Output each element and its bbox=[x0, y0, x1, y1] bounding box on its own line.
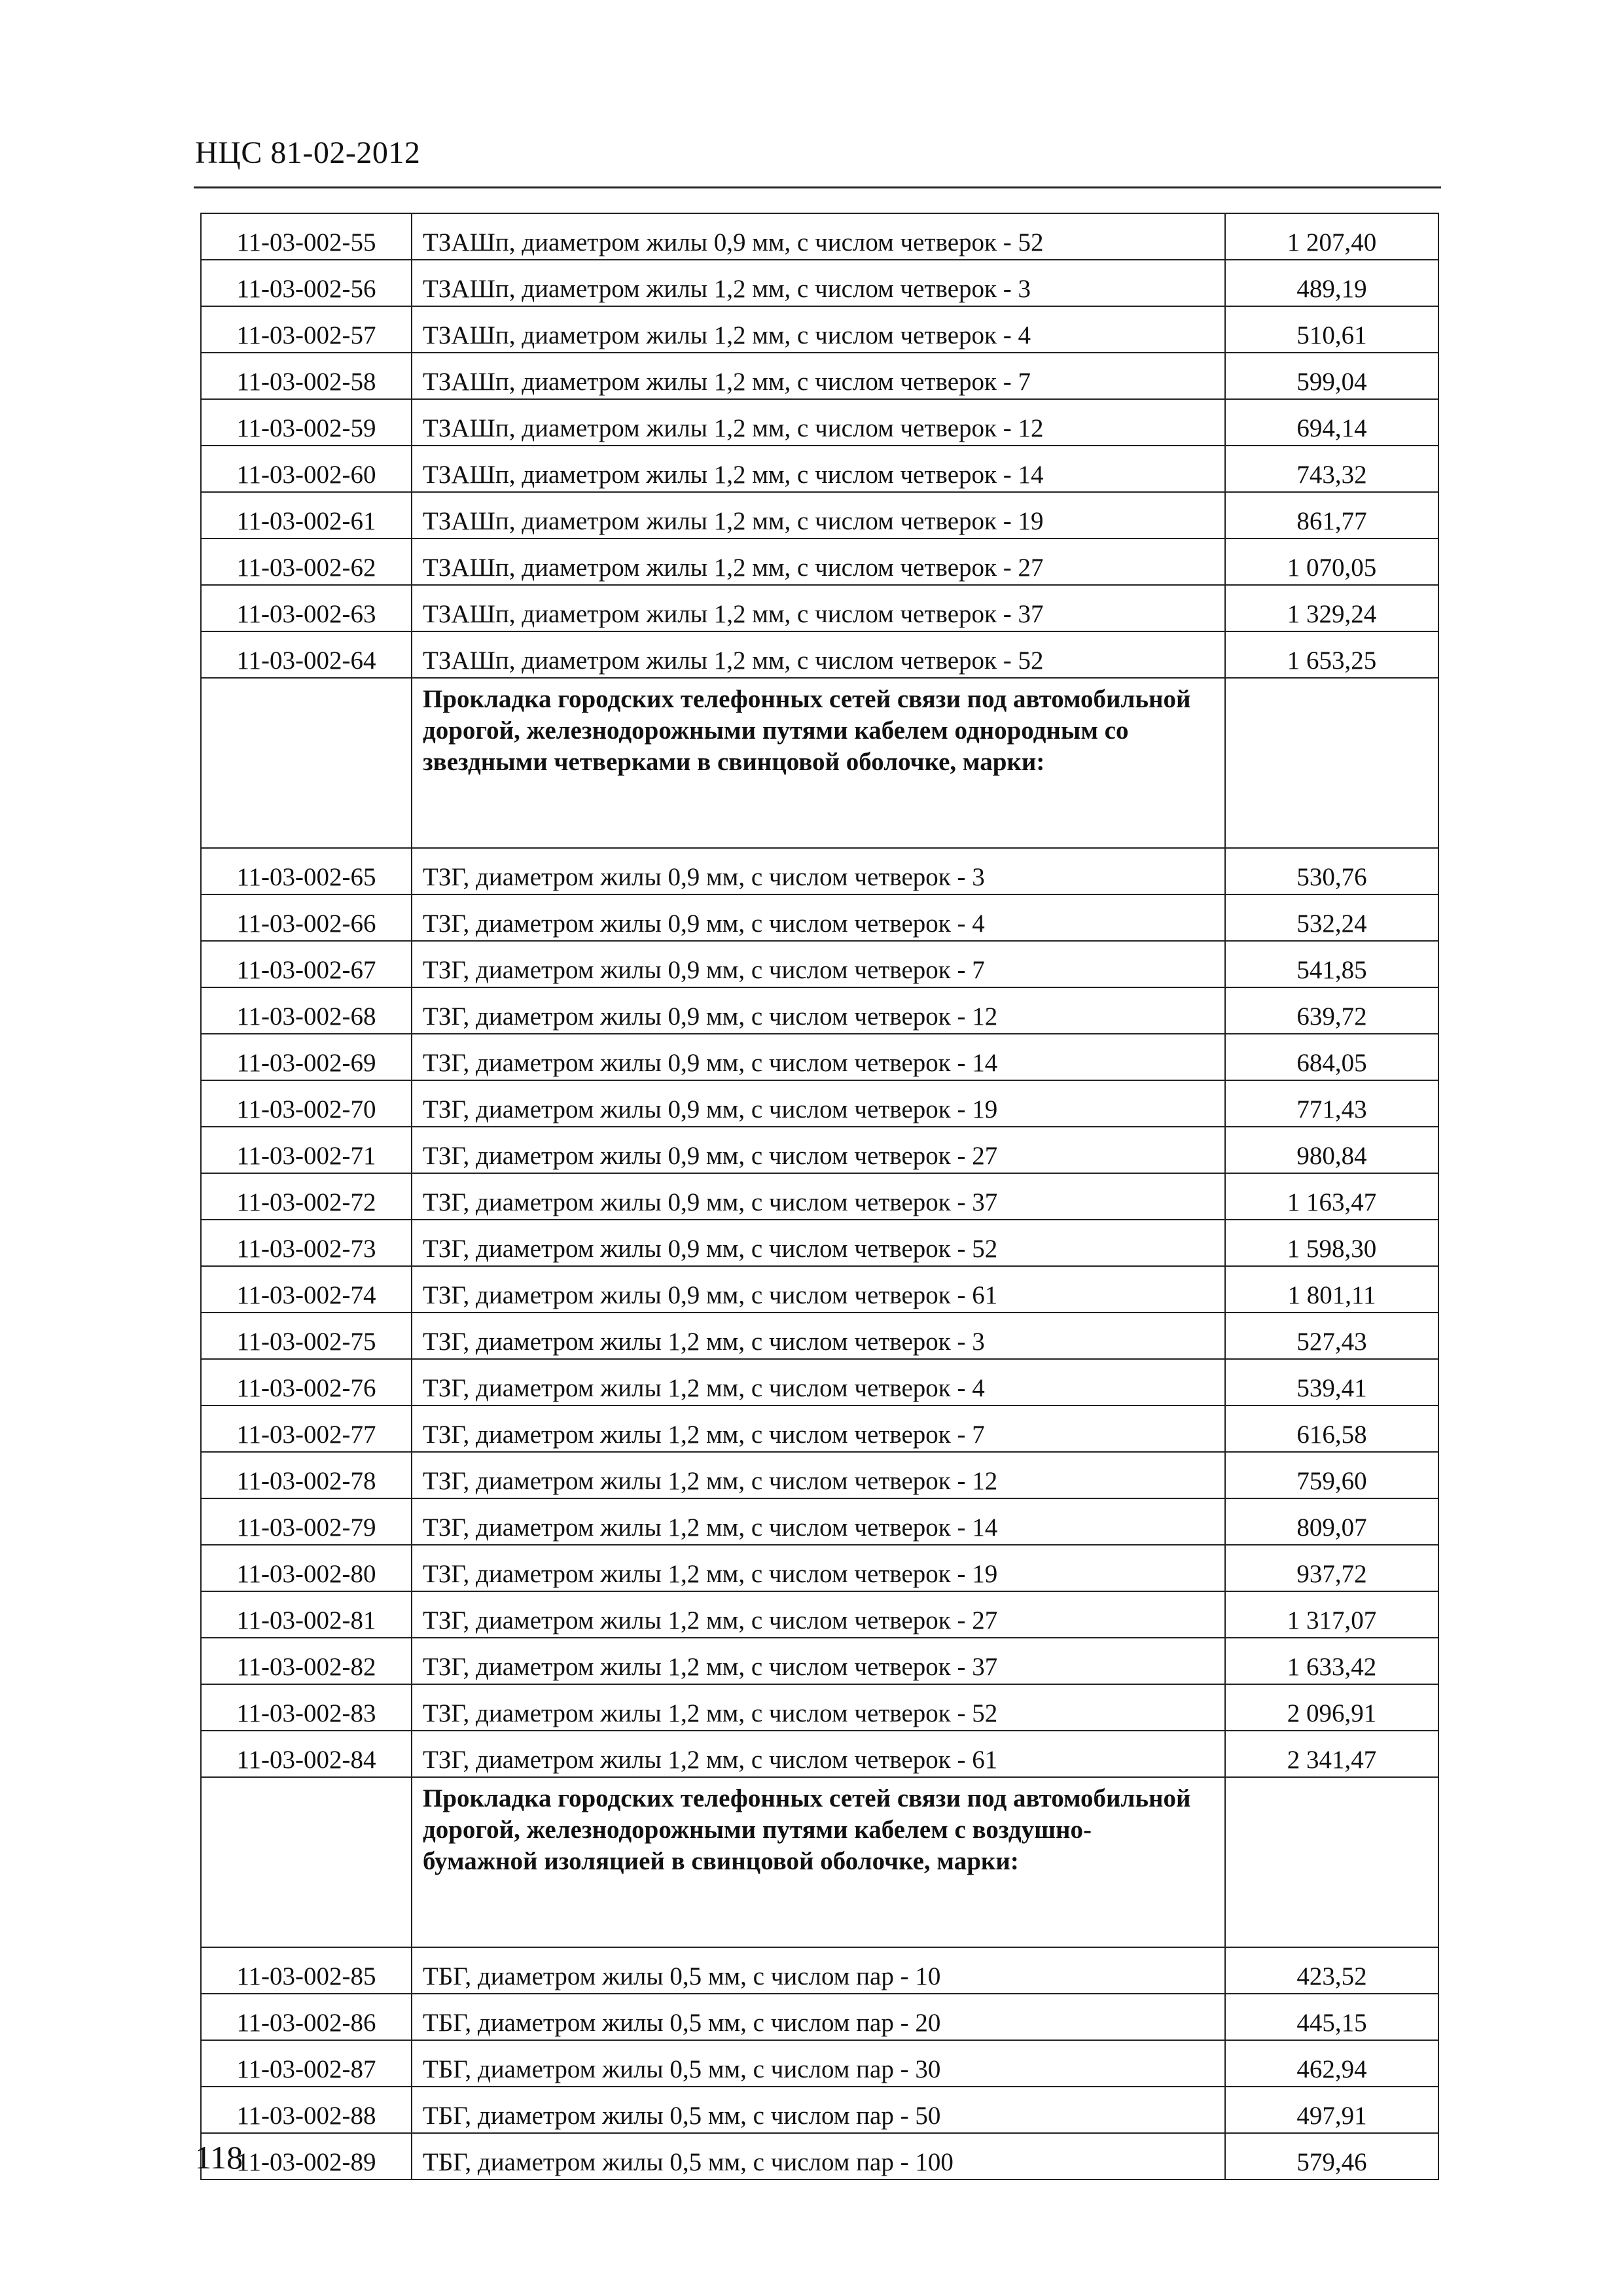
code-cell: 11-03-002-81 bbox=[201, 1591, 412, 1638]
code-cell: 11-03-002-77 bbox=[201, 1405, 412, 1452]
name-cell: ТЗГ, диаметром жилы 1,2 мм, с числом четверок - 27 bbox=[412, 1591, 1225, 1638]
name-cell: ТЗАШп, диаметром жилы 1,2 мм, с числом четверок - 37 bbox=[412, 585, 1225, 631]
price-cell: 1 163,47 bbox=[1225, 1173, 1438, 1220]
price-cell: 532,24 bbox=[1225, 894, 1438, 941]
name-cell: ТЗГ, диаметром жилы 1,2 мм, с числом четверок - 7 bbox=[412, 1405, 1225, 1452]
name-cell: ТЗАШп, диаметром жилы 1,2 мм, с числом четверок - 19 bbox=[412, 492, 1225, 539]
price-cell: 743,32 bbox=[1225, 446, 1438, 492]
section-price-cell bbox=[1225, 678, 1438, 848]
table-row bbox=[201, 1591, 1438, 1638]
table-row bbox=[201, 1034, 1438, 1080]
table-row bbox=[201, 306, 1438, 353]
code-cell: 11-03-002-80 bbox=[201, 1545, 412, 1591]
section-code-cell bbox=[201, 678, 412, 848]
table-row bbox=[201, 1080, 1438, 1127]
code-cell: 11-03-002-84 bbox=[201, 1731, 412, 1777]
price-cell: 579,46 bbox=[1225, 2133, 1438, 2180]
price-cell: 1 633,42 bbox=[1225, 1638, 1438, 1684]
table-row bbox=[201, 1405, 1438, 1452]
price-cell: 937,72 bbox=[1225, 1545, 1438, 1591]
table-row bbox=[201, 1498, 1438, 1545]
name-cell: ТЗАШп, диаметром жилы 0,9 мм, с числом четверок - 52 bbox=[412, 213, 1225, 260]
page-number: 118 bbox=[195, 2139, 243, 2176]
code-cell: 11-03-002-73 bbox=[201, 1220, 412, 1266]
table-row bbox=[201, 1947, 1438, 1994]
name-cell: ТЗГ, диаметром жилы 1,2 мм, с числом четверок - 3 bbox=[412, 1313, 1225, 1359]
name-cell: ТЗГ, диаметром жилы 1,2 мм, с числом четверок - 37 bbox=[412, 1638, 1225, 1684]
price-cell: 639,72 bbox=[1225, 987, 1438, 1034]
table-row bbox=[201, 1994, 1438, 2040]
name-cell: ТЗАШп, диаметром жилы 1,2 мм, с числом четверок - 12 bbox=[412, 399, 1225, 446]
price-cell: 530,76 bbox=[1225, 848, 1438, 894]
code-cell: 11-03-002-66 bbox=[201, 894, 412, 941]
price-cell: 541,85 bbox=[1225, 941, 1438, 987]
name-cell: ТЗГ, диаметром жилы 0,9 мм, с числом четверок - 14 bbox=[412, 1034, 1225, 1080]
name-cell: ТЗГ, диаметром жилы 1,2 мм, с числом четверок - 19 bbox=[412, 1545, 1225, 1591]
code-cell: 11-03-002-59 bbox=[201, 399, 412, 446]
name-cell: ТБГ, диаметром жилы 0,5 мм, с числом пар - 100 bbox=[412, 2133, 1225, 2180]
table-row bbox=[201, 213, 1438, 260]
table-row bbox=[201, 1359, 1438, 1405]
table-row bbox=[201, 1313, 1438, 1359]
table-row bbox=[201, 2133, 1438, 2180]
table-row bbox=[201, 1545, 1438, 1591]
price-cell: 694,14 bbox=[1225, 399, 1438, 446]
table-row bbox=[201, 353, 1438, 399]
name-cell: ТЗАШп, диаметром жилы 1,2 мм, с числом четверок - 14 bbox=[412, 446, 1225, 492]
name-cell: ТЗГ, диаметром жилы 0,9 мм, с числом четверок - 27 bbox=[412, 1127, 1225, 1173]
name-cell: ТБГ, диаметром жилы 0,5 мм, с числом пар - 20 bbox=[412, 1994, 1225, 2040]
section-heading-row bbox=[201, 1777, 1438, 1947]
code-cell: 11-03-002-64 bbox=[201, 631, 412, 678]
name-cell: ТБГ, диаметром жилы 0,5 мм, с числом пар - 50 bbox=[412, 2087, 1225, 2133]
price-cell: 423,52 bbox=[1225, 1947, 1438, 1994]
name-cell: ТЗГ, диаметром жилы 1,2 мм, с числом четверок - 4 bbox=[412, 1359, 1225, 1405]
price-cell: 1 207,40 bbox=[1225, 213, 1438, 260]
price-cell: 759,60 bbox=[1225, 1452, 1438, 1498]
document-code-header: НЦС 81-02-2012 bbox=[195, 135, 421, 170]
code-cell: 11-03-002-57 bbox=[201, 306, 412, 353]
table-row bbox=[201, 941, 1438, 987]
table-row bbox=[201, 1731, 1438, 1777]
name-cell: ТЗАШп, диаметром жилы 1,2 мм, с числом четверок - 3 bbox=[412, 260, 1225, 306]
name-cell: ТЗГ, диаметром жилы 1,2 мм, с числом четверок - 14 bbox=[412, 1498, 1225, 1545]
table-row bbox=[201, 1638, 1438, 1684]
table-row bbox=[201, 1266, 1438, 1313]
name-cell: ТЗГ, диаметром жилы 0,9 мм, с числом четверок - 19 bbox=[412, 1080, 1225, 1127]
name-cell: ТЗГ, диаметром жилы 1,2 мм, с числом четверок - 61 bbox=[412, 1731, 1225, 1777]
section-heading-row bbox=[201, 678, 1438, 848]
section-heading: Прокладка городских телефонных сетей связи под автомобильной дорогой, железнодорожными путями кабелем однородным со звездными четверками в свинцовой оболочке, марки: bbox=[412, 678, 1225, 848]
code-cell: 11-03-002-79 bbox=[201, 1498, 412, 1545]
code-cell: 11-03-002-71 bbox=[201, 1127, 412, 1173]
table-row bbox=[201, 260, 1438, 306]
table-row bbox=[201, 1173, 1438, 1220]
table-row bbox=[201, 1127, 1438, 1173]
name-cell: ТЗАШп, диаметром жилы 1,2 мм, с числом четверок - 4 bbox=[412, 306, 1225, 353]
price-cell: 809,07 bbox=[1225, 1498, 1438, 1545]
table-row bbox=[201, 492, 1438, 539]
table-row bbox=[201, 894, 1438, 941]
code-cell: 11-03-002-86 bbox=[201, 1994, 412, 2040]
price-cell: 445,15 bbox=[1225, 1994, 1438, 2040]
name-cell: ТЗГ, диаметром жилы 1,2 мм, с числом четверок - 52 bbox=[412, 1684, 1225, 1731]
section-price-cell bbox=[1225, 1777, 1438, 1947]
price-cell: 1 070,05 bbox=[1225, 539, 1438, 585]
price-cell: 510,61 bbox=[1225, 306, 1438, 353]
table-row bbox=[201, 2040, 1438, 2087]
code-cell: 11-03-002-75 bbox=[201, 1313, 412, 1359]
name-cell: ТБГ, диаметром жилы 0,5 мм, с числом пар - 10 bbox=[412, 1947, 1225, 1994]
name-cell: ТЗАШп, диаметром жилы 1,2 мм, с числом четверок - 7 bbox=[412, 353, 1225, 399]
code-cell: 11-03-002-60 bbox=[201, 446, 412, 492]
price-cell: 1 801,11 bbox=[1225, 1266, 1438, 1313]
price-cell: 1 329,24 bbox=[1225, 585, 1438, 631]
code-cell: 11-03-002-88 bbox=[201, 2087, 412, 2133]
name-cell: ТЗГ, диаметром жилы 0,9 мм, с числом четверок - 52 bbox=[412, 1220, 1225, 1266]
name-cell: ТЗГ, диаметром жилы 0,9 мм, с числом четверок - 3 bbox=[412, 848, 1225, 894]
code-cell: 11-03-002-62 bbox=[201, 539, 412, 585]
table-row bbox=[201, 585, 1438, 631]
code-cell: 11-03-002-55 bbox=[201, 213, 412, 260]
code-cell: 11-03-002-89 bbox=[201, 2133, 412, 2180]
name-cell: ТЗГ, диаметром жилы 1,2 мм, с числом четверок - 12 bbox=[412, 1452, 1225, 1498]
table-row bbox=[201, 1220, 1438, 1266]
code-cell: 11-03-002-68 bbox=[201, 987, 412, 1034]
price-cell: 497,91 bbox=[1225, 2087, 1438, 2133]
code-cell: 11-03-002-69 bbox=[201, 1034, 412, 1080]
price-cell: 684,05 bbox=[1225, 1034, 1438, 1080]
section-heading: Прокладка городских телефонных сетей связи под автомобильной дорогой, железнодорожными путями кабелем с воздушно-бумажной изоляцией в свинцовой оболочке, марки: bbox=[412, 1777, 1225, 1947]
price-cell: 2 341,47 bbox=[1225, 1731, 1438, 1777]
code-cell: 11-03-002-83 bbox=[201, 1684, 412, 1731]
price-cell: 2 096,91 bbox=[1225, 1684, 1438, 1731]
code-cell: 11-03-002-56 bbox=[201, 260, 412, 306]
name-cell: ТЗГ, диаметром жилы 0,9 мм, с числом четверок - 37 bbox=[412, 1173, 1225, 1220]
price-cell: 861,77 bbox=[1225, 492, 1438, 539]
code-cell: 11-03-002-76 bbox=[201, 1359, 412, 1405]
name-cell: ТЗГ, диаметром жилы 0,9 мм, с числом четверок - 7 bbox=[412, 941, 1225, 987]
table-row bbox=[201, 2087, 1438, 2133]
name-cell: ТЗГ, диаметром жилы 0,9 мм, с числом четверок - 61 bbox=[412, 1266, 1225, 1313]
code-cell: 11-03-002-74 bbox=[201, 1266, 412, 1313]
table-row bbox=[201, 1452, 1438, 1498]
code-cell: 11-03-002-87 bbox=[201, 2040, 412, 2087]
section-code-cell bbox=[201, 1777, 412, 1947]
code-cell: 11-03-002-63 bbox=[201, 585, 412, 631]
price-cell: 616,58 bbox=[1225, 1405, 1438, 1452]
price-cell: 771,43 bbox=[1225, 1080, 1438, 1127]
code-cell: 11-03-002-85 bbox=[201, 1947, 412, 1994]
table-row bbox=[201, 987, 1438, 1034]
price-cell: 527,43 bbox=[1225, 1313, 1438, 1359]
name-cell: ТЗГ, диаметром жилы 0,9 мм, с числом четверок - 12 bbox=[412, 987, 1225, 1034]
name-cell: ТБГ, диаметром жилы 0,5 мм, с числом пар - 30 bbox=[412, 2040, 1225, 2087]
table-row bbox=[201, 848, 1438, 894]
price-table-body bbox=[201, 213, 1438, 2180]
price-cell: 462,94 bbox=[1225, 2040, 1438, 2087]
price-cell: 599,04 bbox=[1225, 353, 1438, 399]
price-cell: 489,19 bbox=[1225, 260, 1438, 306]
table-row bbox=[201, 399, 1438, 446]
code-cell: 11-03-002-58 bbox=[201, 353, 412, 399]
header-divider bbox=[194, 186, 1441, 188]
table-row bbox=[201, 446, 1438, 492]
table-row bbox=[201, 1684, 1438, 1731]
price-cell: 1 317,07 bbox=[1225, 1591, 1438, 1638]
price-cell: 1 653,25 bbox=[1225, 631, 1438, 678]
code-cell: 11-03-002-78 bbox=[201, 1452, 412, 1498]
code-cell: 11-03-002-72 bbox=[201, 1173, 412, 1220]
price-cell: 980,84 bbox=[1225, 1127, 1438, 1173]
name-cell: ТЗАШп, диаметром жилы 1,2 мм, с числом четверок - 27 bbox=[412, 539, 1225, 585]
name-cell: ТЗАШп, диаметром жилы 1,2 мм, с числом четверок - 52 bbox=[412, 631, 1225, 678]
code-cell: 11-03-002-70 bbox=[201, 1080, 412, 1127]
table-row bbox=[201, 539, 1438, 585]
price-cell: 1 598,30 bbox=[1225, 1220, 1438, 1266]
code-cell: 11-03-002-67 bbox=[201, 941, 412, 987]
code-cell: 11-03-002-82 bbox=[201, 1638, 412, 1684]
price-cell: 539,41 bbox=[1225, 1359, 1438, 1405]
price-table bbox=[200, 213, 1439, 2180]
code-cell: 11-03-002-65 bbox=[201, 848, 412, 894]
name-cell: ТЗГ, диаметром жилы 0,9 мм, с числом четверок - 4 bbox=[412, 894, 1225, 941]
code-cell: 11-03-002-61 bbox=[201, 492, 412, 539]
table-row bbox=[201, 631, 1438, 678]
